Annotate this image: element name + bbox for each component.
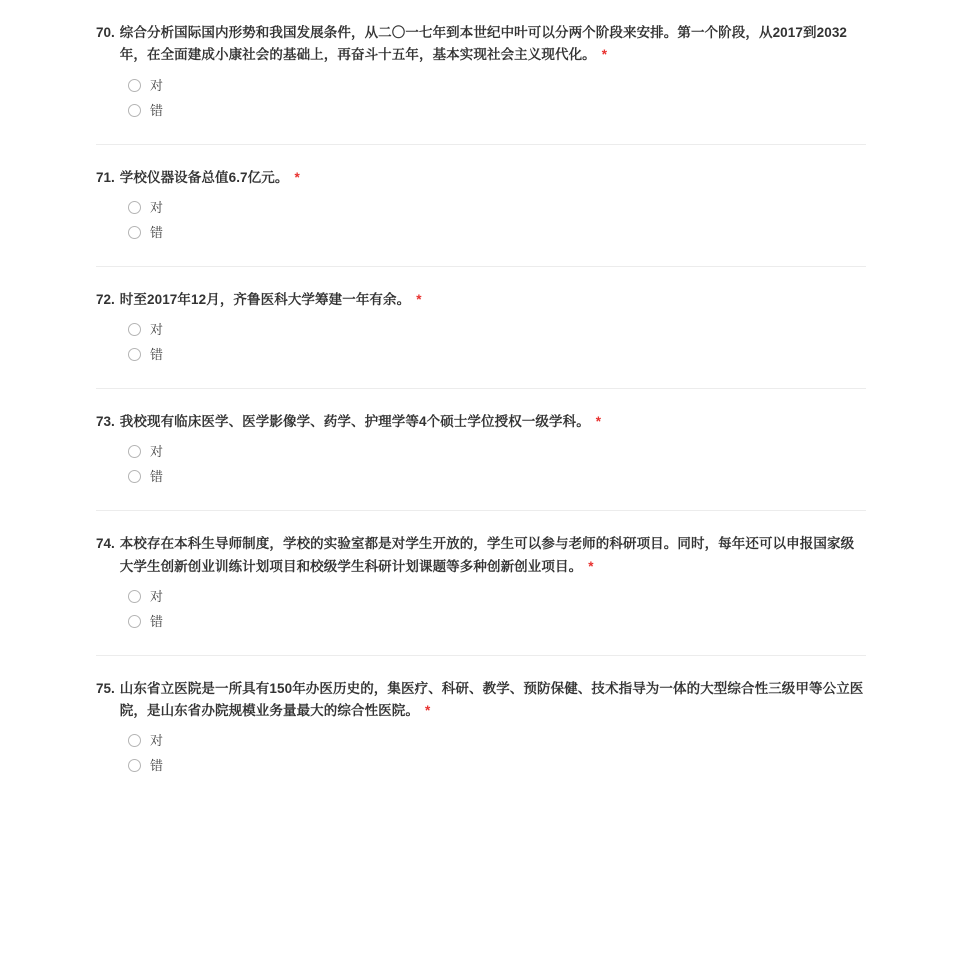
block-spacer [96,245,866,257]
question-text [120,678,866,723]
block-spacer [96,489,866,501]
question-text [120,289,866,311]
question-text-body: 我校现有临床医学、医学影像学、药学、护理学等4个硕士学位授权一级学科。 [119,414,590,430]
question-heading [96,289,866,311]
option-label: 错 [150,469,164,485]
question-text [120,533,866,578]
option-row[interactable] [96,317,866,342]
option-row[interactable] [96,195,866,220]
question-number: 73. [96,414,115,430]
option-label: 对 [150,322,164,338]
option-row[interactable] [96,753,866,778]
radio-icon[interactable] [128,79,141,92]
option-label: 对 [150,733,164,749]
block-spacer [96,367,866,379]
question-heading [96,22,866,67]
radio-icon[interactable] [128,615,141,628]
question-block [0,656,962,789]
option-group [96,67,866,123]
option-group [96,722,866,778]
option-row[interactable] [96,439,866,464]
required-marker: * [424,703,431,719]
question-block [0,267,962,389]
option-row[interactable] [96,584,866,609]
question-heading [96,167,866,189]
required-marker: * [294,169,300,185]
option-row[interactable] [96,98,866,123]
option-label: 对 [150,199,164,215]
question-number: 72. [96,291,115,307]
option-row[interactable] [96,728,866,753]
option-row[interactable] [96,342,866,367]
block-spacer [96,634,866,646]
question-text-body: 综合分析国际国内形势和我国发展条件，从二〇一七年到本世纪中叶可以分两个阶段来安排。第一个阶段，从2017到2032年，在全面建成小康社会的基础上，再奋斗十五年，基本实现社会主义现代化。 [119,25,848,63]
block-spacer [96,123,866,135]
question-number: 74. [96,536,115,552]
option-group [96,189,866,245]
option-label: 错 [150,224,164,240]
radio-icon[interactable] [128,348,141,361]
question-block [0,389,962,511]
question-number: 75. [96,680,115,696]
option-row[interactable] [96,464,866,489]
question-text-body: 学校仪器设备总值6.7亿元。 [119,169,289,185]
option-group [96,578,866,634]
question-number: 71. [96,169,115,185]
radio-icon[interactable] [128,201,141,214]
question-number: 70. [96,25,115,40]
option-group [96,433,866,489]
option-label: 对 [150,444,164,460]
question-block [0,0,962,145]
question-text [120,167,866,189]
radio-icon[interactable] [128,445,141,458]
option-row[interactable] [96,73,866,98]
option-group [96,311,866,367]
question-heading [96,533,866,578]
radio-icon[interactable] [128,104,141,117]
required-marker: * [601,47,608,63]
question-block [0,511,962,656]
question-text-body: 时至2017年12月，齐鲁医科大学筹建一年有余。 [119,291,411,307]
radio-icon[interactable] [128,470,141,483]
option-row[interactable] [96,220,866,245]
option-label: 错 [150,102,164,118]
radio-icon[interactable] [128,323,141,336]
question-heading [96,678,866,723]
option-label: 对 [150,588,164,604]
question-block [0,145,962,267]
radio-icon[interactable] [128,226,141,239]
required-marker: * [588,558,594,574]
radio-icon[interactable] [128,590,141,603]
question-text-body: 本校存在本科生导师制度，学校的实验室都是对学生开放的，学生可以参与老师的科研项目。同时，每年还可以申报国家级大学生创新创业训练计划项目和校级学生科研计划课题等多种创新创业项目。 [119,536,855,574]
required-marker: * [595,414,602,430]
radio-icon[interactable] [128,734,141,747]
option-row[interactable] [96,609,866,634]
required-marker: * [416,291,422,307]
option-label: 错 [150,347,164,363]
question-heading [96,411,866,433]
question-text [120,22,866,67]
option-label: 对 [150,77,164,93]
option-label: 错 [150,758,164,774]
option-label: 错 [150,613,164,629]
radio-icon[interactable] [128,759,141,772]
question-text-body: 山东省立医院是一所具有150年办医历史的，集医疗、科研、教学、预防保健、技术指导为一体的大型综合性三级甲等公立医院，是山东省办院规模业务量最大的综合性医院。 [119,680,864,719]
question-text [120,411,866,433]
